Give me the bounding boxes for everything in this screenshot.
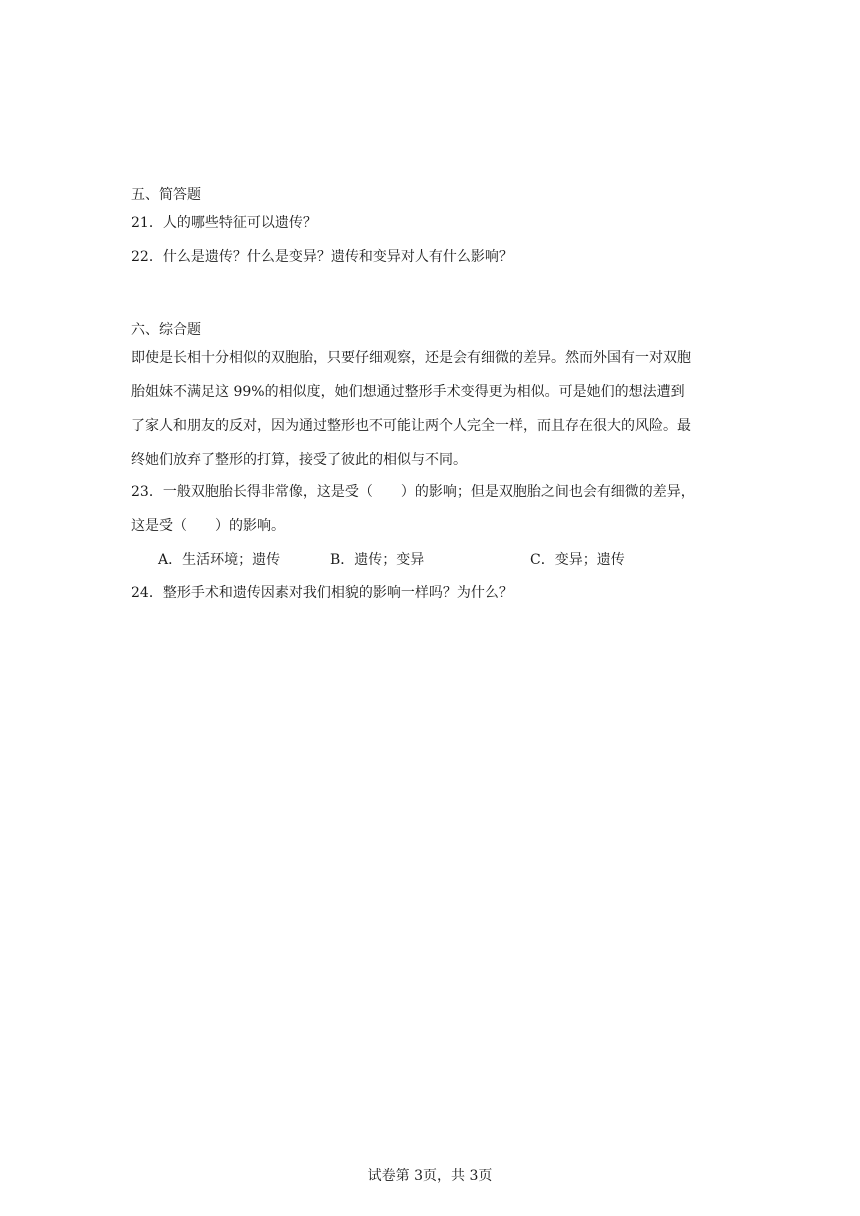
page-footer: 试卷第 3页，共 3页: [367, 1168, 493, 1184]
question-23-line: 这是受（ ）的影响。: [131, 518, 285, 534]
section-six-heading: 六、综合题: [131, 322, 201, 338]
option-c: C．变异；遗传: [530, 552, 625, 568]
passage-line: 了家人和朋友的反对，因为通过整形也不可能让两个人完全一样，而且存在很大的风险。最: [131, 418, 691, 434]
passage-line: 胎姐妹不满足这 99%的相似度，她们想通过整形手术变得更为相似。可是她们的想法遭到: [131, 384, 685, 400]
question-23-line: 23．一般双胞胎长得非常像，这是受（ ）的影响；但是双胞胎之间也会有细微的差异，: [131, 484, 695, 500]
option-b: B．遗传；变异: [330, 552, 425, 568]
section-five-heading: 五、简答题: [131, 187, 201, 203]
passage-line: 终她们放弃了整形的打算，接受了彼此的相似与不同。: [131, 452, 467, 468]
question-24: 24．整形手术和遗传因素对我们相貌的影响一样吗？为什么？: [131, 585, 513, 601]
option-a: A．生活环境；遗传: [158, 552, 281, 568]
question-21: 21．人的哪些特征可以遗传？: [131, 215, 317, 231]
passage-line: 即使是长相十分相似的双胞胎，只要仔细观察，还是会有细微的差异。然而外国有一对双胞: [131, 350, 691, 366]
question-22: 22．什么是遗传？什么是变异？遗传和变异对人有什么影响？: [131, 249, 513, 265]
